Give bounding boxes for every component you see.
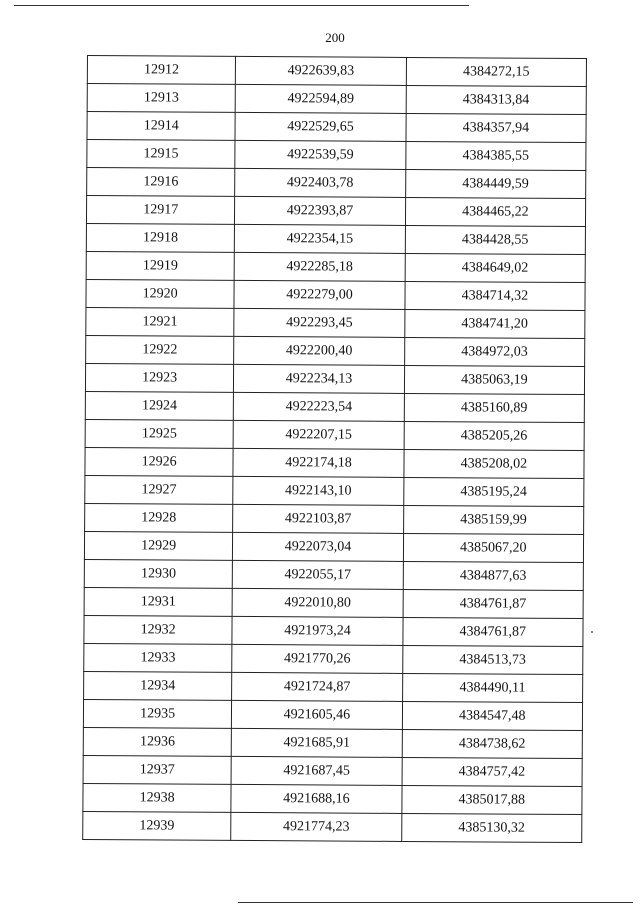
point-number-cell: 12917 [86,196,234,225]
table-row [85,363,584,394]
bottom-rule [238,902,633,903]
y-coordinate-cell: 4385205,26 [404,421,584,450]
table-row [87,168,586,199]
point-number-cell: 12938 [83,783,231,812]
x-coordinate-cell: 4922055,17 [233,560,404,589]
point-number-cell: 12913 [87,84,235,113]
y-coordinate-cell: 4385130,32 [401,813,581,842]
x-coordinate-cell: 4921687,45 [231,756,402,785]
x-coordinate-cell: 4922010,80 [232,588,403,617]
table-row [85,419,584,450]
point-number-cell: 12933 [84,643,232,672]
x-coordinate-cell: 4922285,18 [234,252,405,281]
point-number-cell: 12919 [86,251,234,280]
table-row [87,112,586,143]
x-coordinate-cell: 4921973,24 [232,616,403,645]
table-row [83,699,582,730]
table-row [85,503,584,534]
point-number-cell: 12932 [84,615,232,644]
x-coordinate-cell: 4921685,91 [232,728,403,757]
x-coordinate-cell: 4922234,13 [234,364,405,393]
x-coordinate-cell: 4922200,40 [234,336,405,365]
table-row [84,531,583,562]
point-number-cell: 12935 [83,699,231,728]
y-coordinate-cell: 4384357,94 [406,113,586,142]
x-coordinate-cell: 4922639,83 [236,56,407,85]
table-row [84,587,583,618]
point-number-cell: 12920 [86,279,234,308]
x-coordinate-cell: 4921774,23 [231,812,402,841]
table-row [85,447,584,478]
x-coordinate-cell: 4922143,10 [233,476,404,505]
point-number-cell: 12914 [87,112,235,141]
point-number-cell: 12931 [84,587,232,616]
point-number-cell: 12937 [83,755,231,784]
x-coordinate-cell: 4922207,15 [233,420,404,449]
x-coordinate-cell: 4922174,18 [233,448,404,477]
point-number-cell: 12930 [84,559,232,588]
point-number-cell: 12916 [87,168,235,197]
point-number-cell: 12936 [83,727,231,756]
table-row [84,615,583,646]
y-coordinate-cell: 4384738,62 [402,729,582,758]
table-row [83,727,582,758]
y-coordinate-cell: 4384741,20 [404,309,584,338]
x-coordinate-cell: 4922403,78 [235,168,406,197]
x-coordinate-cell: 4921770,26 [232,644,403,673]
point-number-cell: 12939 [83,811,231,840]
table-row [86,335,585,366]
y-coordinate-cell: 4384272,15 [406,57,586,86]
x-coordinate-cell: 4922073,04 [233,532,404,561]
y-coordinate-cell: 4384714,32 [405,281,585,310]
x-coordinate-cell: 4922223,54 [234,392,405,421]
y-coordinate-cell: 4385063,19 [404,365,584,394]
y-coordinate-cell: 4384649,02 [405,253,585,282]
table-row [87,84,586,115]
x-coordinate-cell: 4922539,59 [235,140,406,169]
x-coordinate-cell: 4921724,87 [232,672,403,701]
x-coordinate-cell: 4922393,87 [235,196,406,225]
x-coordinate-cell: 4922529,65 [235,112,406,141]
table-row [85,391,584,422]
table-row [86,279,585,310]
y-coordinate-cell: 4384877,63 [403,561,583,590]
point-number-cell: 12927 [85,475,233,504]
y-coordinate-cell: 4384428,55 [405,225,585,254]
y-coordinate-cell: 4384761,87 [403,617,583,646]
y-coordinate-cell: 4385195,24 [403,477,583,506]
coordinates-table [82,55,587,843]
y-coordinate-cell: 4384465,22 [405,197,585,226]
coordinates-table-body [83,56,587,843]
table-row [85,475,584,506]
table-row [86,223,585,254]
y-coordinate-cell: 4384490,11 [402,673,582,702]
y-coordinate-cell: 4385208,02 [404,449,584,478]
point-number-cell: 12915 [87,140,235,169]
x-coordinate-cell: 4921605,46 [232,700,403,729]
y-coordinate-cell: 4384547,48 [402,701,582,730]
x-coordinate-cell: 4922103,87 [233,504,404,533]
y-coordinate-cell: 4384757,42 [402,757,582,786]
point-number-cell: 12928 [85,503,233,532]
table-row [86,307,585,338]
y-coordinate-cell: 4385067,20 [403,533,583,562]
point-number-cell: 12925 [85,419,233,448]
y-coordinate-cell: 4384972,03 [404,337,584,366]
y-coordinate-cell: 4385160,89 [404,393,584,422]
point-number-cell: 12918 [86,223,234,252]
table-row [83,755,582,786]
x-coordinate-cell: 4922354,15 [235,224,406,253]
point-number-cell: 12929 [84,531,232,560]
table-row [87,140,586,171]
table-row [87,56,586,87]
y-coordinate-cell: 4384761,87 [403,589,583,618]
table-row [84,559,583,590]
y-coordinate-cell: 4384385,55 [405,141,585,170]
table-row [84,671,583,702]
top-rule [14,5,469,6]
y-coordinate-cell: 4384449,59 [405,169,585,198]
y-coordinate-cell: 4384313,84 [406,85,586,114]
page-number: 200 [325,30,345,45]
table-row [83,783,582,814]
x-coordinate-cell: 4922594,89 [235,84,406,113]
point-number-cell: 12922 [86,335,234,364]
point-number-cell: 12926 [85,447,233,476]
y-coordinate-cell: 4384513,73 [402,645,582,674]
table-row [86,251,585,282]
x-coordinate-cell: 4921688,16 [231,784,402,813]
point-number-cell: 12923 [85,363,233,392]
table-row [83,811,582,842]
point-number-cell: 12934 [84,671,232,700]
point-number-cell: 12924 [85,391,233,420]
x-coordinate-cell: 4922279,00 [234,280,405,309]
point-number-cell: 12921 [86,307,234,336]
table-row [86,196,585,227]
scan-speck [591,631,593,633]
y-coordinate-cell: 4385159,99 [403,505,583,534]
y-coordinate-cell: 4385017,88 [402,785,582,814]
x-coordinate-cell: 4922293,45 [234,308,405,337]
table-row [84,643,583,674]
point-number-cell: 12912 [87,56,235,85]
